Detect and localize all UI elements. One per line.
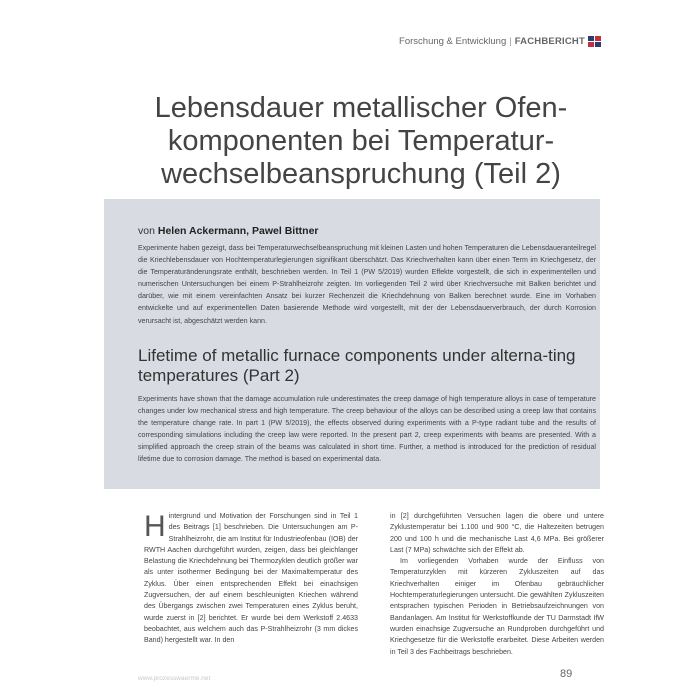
body-column-right [390,511,604,658]
footer-website: www.prozesswaerme.net [138,675,211,682]
flag-logo-icon [588,36,601,47]
authors-names: Helen Ackermann, Pawel Bittner [157,225,319,237]
page-number: 89 [560,668,573,680]
running-header [399,36,585,47]
flag-square-1 [588,36,594,41]
abstract-german: Experimente haben gezeigt, dass bei Temperaturwechselbeanspruchung mit kleinen Lasten und hohen Temperaturen die Lebensdaueranteilregel die Kriechlebensdauer von Hochtemperaturlegierungen signifikant überschätzt. Das Kriechverhalten kann über einen Term im Kriechgesetz, der die Temperaturänderungsrate enthält, beschrieben werden. In Teil 1 (PW 5/2019) wurden Effekte vorgestellt, die sich in experimentellen und numerischen Untersuchungen bei einem P-Strahlheizrohr zeigten. Im vorliegenden Teil 2 wird über Kriechversuche mit Balken berichtet und darüber, wie mit einem vereinfachten Ansatz bei kurzer Rechenzeit die Kriechdehnung von Balken berechnet wurde. Eine im Vorhaben entwickelte und auf experimentellen Daten basierende Methode wird vorgestellt, mit der der Lebensdauerverbrauch, der durch Korrosion verursacht ist, abgeschätzt werden kann. [138,244,596,325]
body-paragraph-3: Im vorliegenden Vorhaben wurde der Einfluss von Temperaturzyklen mit kürzeren Zykluszeiten auf das Kriechverhalten einiger im Ofenbau gebräuchlicher Hochtemperaturlegierungen untersucht. Die gewählten Zykluszeiten entsprachen typischen Perioden in Betriebsaufzeichnungen von Bandanlagen. Am Institut für Werkstoffkunde der TU Darmstadt IfW wurden einachsige Zugversuche an Rundproben durchgeführt und Kriechgesetze für die Werkstoffe erarbeitet. Diese Arbeiten werden in Teil 3 des Fachbeitrags beschrieben. [390,557,604,656]
flag-square-2 [595,36,601,41]
header-category: Forschung & Entwicklung [399,36,507,47]
header-separator: | [509,36,512,47]
article-title: Lebensdauer metallischer Ofen-komponenten bei Temperatur-wechselbeanspruchung (Teil 2) [154,92,568,190]
header-section: FACHBERICHT [514,36,585,47]
flag-square-4 [595,42,601,47]
body-paragraph-1: intergrund und Motivation der Forschungen sind in Teil 1 des Beitrags [1] beschrieben. Die Untersuchungen am P-Strahlheizrohr, die am Institut für Industrieofenbau (IOB) der RWTH Aachen durchgeführt wurden, zeigen, dass bei gleichlanger Belastung die Kriechdehnung bei Thermozyklen deutlich größer war als unter isothermer Bedingung bei der Maximaltemperatur des Zyklus. Über einen entsprechenden Effekt bei einachsigen Zugversuchen, der auf einem beschleunigten Kriechen während des Übergangs zwischen zwei Temperaturen eines Zyklus beruht, wurde zuerst in [2] berichtet. Er wurde bei dem Werkstoff 2.4633 beobachtet, aus welchem auch das P-Strahlheizrohr (3 mm dickes Band) hergestellt war. In den [144,512,358,645]
body-column-left [144,511,358,647]
dropcap-letter: H [144,510,166,543]
flag-square-3 [588,42,594,47]
english-title: Lifetime of metallic furnace components under alterna-ting temperatures (Part 2) [138,346,576,385]
body-paragraph-2: in [2] durchgeführten Versuchen lagen die obere und untere Zyklustemperatur bei 1.100 und 900 °C, die Haltezeiten betrugen 200 und 100 h und die mechanische Last 4,6 MPa. Bei größerer Last (7 MPa) schwächte sich der Effekt ab. [390,512,604,554]
authors-prefix: von [138,225,155,237]
author-line [138,225,319,237]
abstract-english: Experiments have shown that the damage accumulation rule underestimates the creep damage of high temperature alloys in case of temperature changes under low mechanical stress and high temperature. The creep behaviour of the alloys can be described using a creep law that contains the temperature change rate. In part 1 (PW 5/2019), the effects observed during experiments with a P-type radiant tube and the results of corresponding simulations including the creep law were reported. In the present part 2, creep experiments with beams are presented. With a simplified approach the creep strain of the beams was calculated in short time. Further, a method is introduced for the prediction of residual lifetime due to corrosion damage. The method is based on experimental data. [138,395,596,464]
